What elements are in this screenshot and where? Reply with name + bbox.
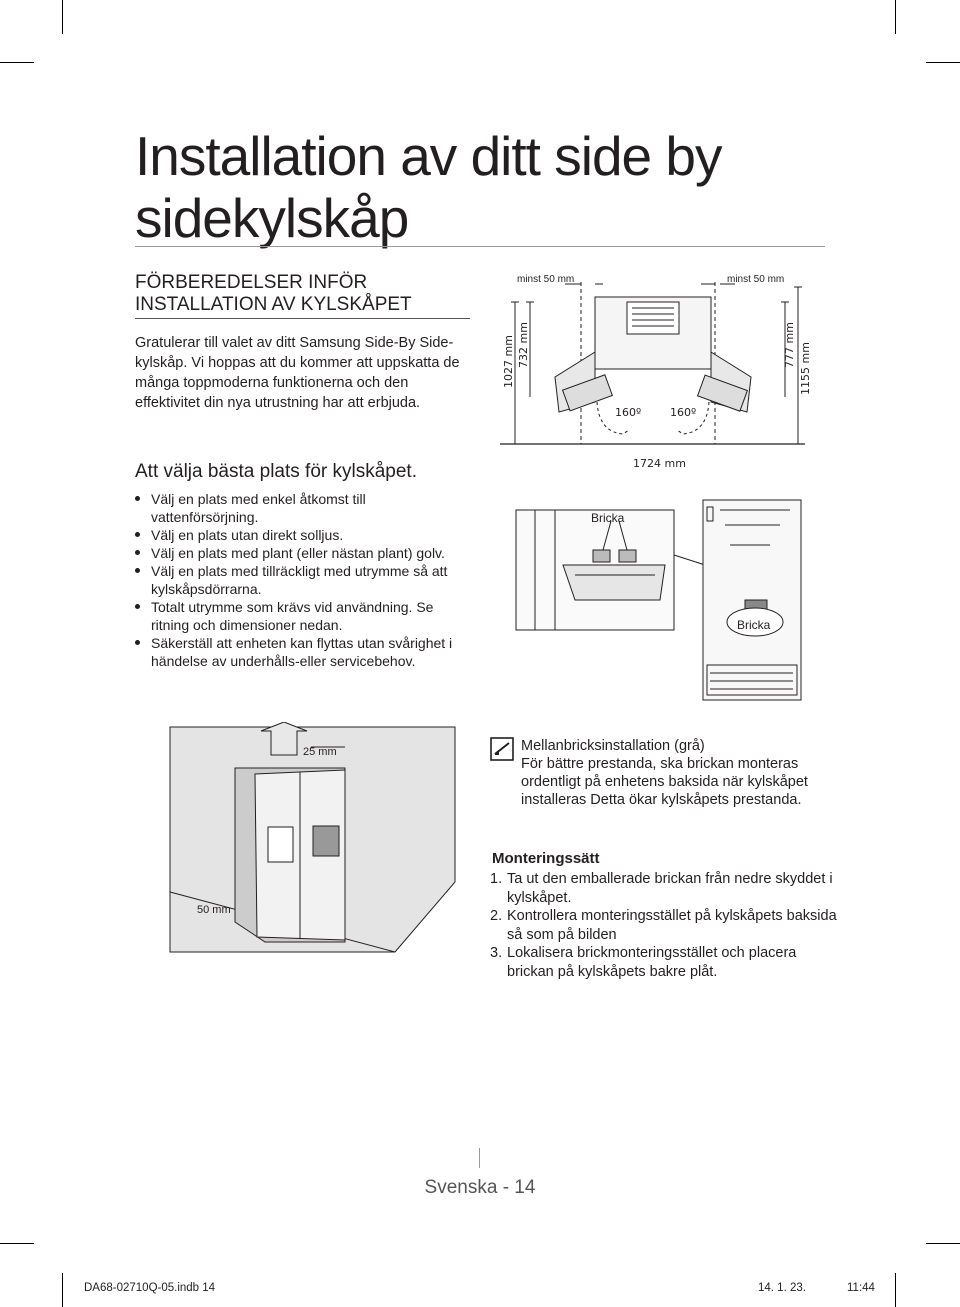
crop-mark <box>62 1273 63 1307</box>
list-item <box>490 944 840 981</box>
section-divider <box>135 318 470 319</box>
intro-paragraph: Gratulerar till valet av ditt Samsung Side-By Side-kylskåp. Vi hoppas att du kommer att uppskatta de många toppmoderna funktionerna och den effektivitet din nya utrustning har att erbjuda. <box>135 335 460 411</box>
dimension-777-label: 777 mm <box>783 322 796 368</box>
mounting-steps <box>490 870 840 981</box>
top-gap-label: 25 mm <box>303 746 337 758</box>
crop-mark <box>0 1243 34 1244</box>
step-number: 1. <box>490 871 503 887</box>
angle-right-label: 160º <box>670 406 697 419</box>
page-number: Svenska - 14 <box>424 1177 536 1198</box>
list-item <box>490 870 840 907</box>
side-gap-label: 50 mm <box>197 904 231 916</box>
tray-label-front: Bricka <box>591 511 625 525</box>
list-item: Välj en plats med tillräckligt med utrymme så att kylskåpsdörrarna. <box>133 562 473 598</box>
step-number: 3. <box>490 945 503 961</box>
placement-list <box>133 490 473 670</box>
list-item: Totalt utrymme som krävs vid användning. Se ritning och dimensioner nedan. <box>133 598 473 634</box>
center-mark <box>479 1148 480 1168</box>
step-text: Kontrollera monteringsstället på kylskåpets baksida så som på bilden <box>507 908 837 943</box>
footer-time: 11:44 <box>847 1282 875 1294</box>
page-title: Installation av ditt side by sidekylskåp <box>135 125 722 249</box>
list-item: Säkerställ att enheten kan flyttas utan svårighet i händelse av underhålls-eller servicebehov. <box>133 634 473 670</box>
angle-left-label: 160º <box>615 406 642 419</box>
list-item: Välj en plats med plant (eller nästan plant) golv. <box>133 544 473 562</box>
tray-label-back: Bricka <box>737 618 771 632</box>
step-text: Lokalisera brickmonteringsstället och placera brickan på kylskåpets bakre plåt. <box>507 945 797 980</box>
step-number: 2. <box>490 908 503 924</box>
footer-date: 14. 1. 23. <box>758 1282 806 1294</box>
top-view-clearance-diagram <box>495 262 820 474</box>
min-right-label: minst 50 mm <box>727 274 785 285</box>
tray-diagram <box>515 495 805 705</box>
list-item: Välj en plats med enkel åtkomst till vattenförsörjning. <box>133 490 473 526</box>
mounting-title: Monteringssätt <box>492 850 600 867</box>
note-icon <box>490 737 514 761</box>
list-item: Välj en plats utan direkt solljus. <box>133 526 473 544</box>
room-clearance-diagram <box>165 722 465 957</box>
crop-mark <box>895 0 896 34</box>
dimension-1155-label: 1155 mm <box>799 342 812 395</box>
sub-heading: Att välja bästa plats för kylskåpet. <box>135 461 417 482</box>
crop-mark <box>62 0 63 34</box>
crop-mark <box>926 62 960 63</box>
min-left-label: minst 50 mm <box>517 274 575 285</box>
list-item <box>490 907 840 944</box>
crop-mark <box>895 1273 896 1307</box>
title-divider <box>135 246 825 247</box>
section-heading: FÖRBEREDELSER INFÖR INSTALLATION AV KYLSKÅPET <box>135 272 412 315</box>
dimension-1027-label: 1027 mm <box>502 335 515 388</box>
crop-mark <box>926 1243 960 1244</box>
footer-file: DA68-02710Q-05.indb 14 <box>84 1282 216 1294</box>
note-title: Mellanbricksinstallation (grå) <box>521 738 705 754</box>
note-body: För bättre prestanda, ska brickan monteras ordentligt på enhetens baksida när kylskåpet installeras Detta ökar kylskåpets prestanda. <box>521 756 808 808</box>
crop-mark <box>0 62 34 63</box>
step-text: Ta ut den emballerade brickan från nedre skyddet i kylskåpet. <box>507 871 833 906</box>
dimension-732-label: 732 mm <box>517 322 530 368</box>
width-label: 1724 mm <box>633 457 686 470</box>
